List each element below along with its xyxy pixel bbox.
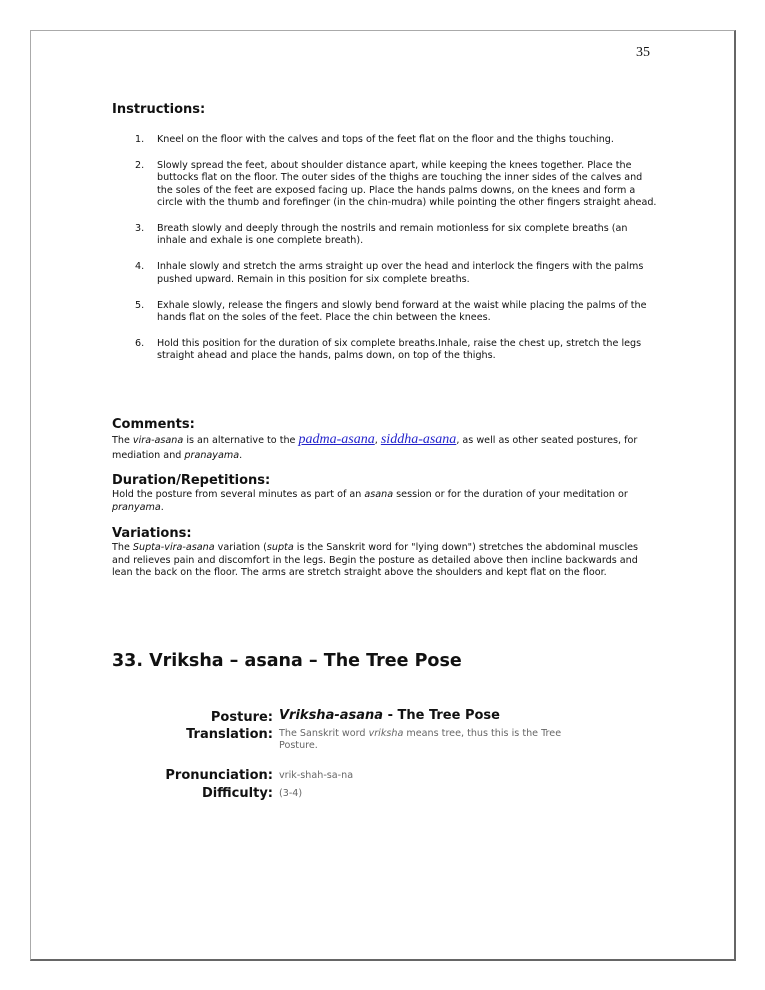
- text-run-italic: vira-asana: [132, 435, 184, 446]
- text-run: - The Tree Pose: [383, 708, 500, 723]
- difficulty-value: (3-4): [279, 788, 303, 799]
- list-item: [112, 300, 657, 324]
- list-item-number: 2.: [135, 160, 145, 172]
- text-run: .: [239, 450, 243, 461]
- list-item-number: 6.: [135, 338, 145, 350]
- text-run-italic: pranyama: [112, 501, 161, 513]
- text-run: The Sanskrit word: [279, 728, 369, 739]
- text-run-italic: Supta-vira-asana: [132, 542, 215, 553]
- list-item: [112, 223, 657, 247]
- duration-heading: Duration/Repetitions:: [112, 473, 271, 488]
- chapter-title: 33. Vriksha – asana – The Tree Pose: [112, 651, 462, 671]
- translation-label: Translation:: [186, 727, 273, 742]
- variations-text: [112, 542, 657, 580]
- list-item: [112, 338, 657, 362]
- list-item: [112, 134, 657, 146]
- instructions-list: [112, 134, 657, 377]
- instructions-heading: Instructions:: [112, 102, 206, 117]
- comments-text: [112, 432, 657, 463]
- posture-label: Posture:: [210, 710, 273, 725]
- translation-value: [279, 728, 589, 751]
- page-number: 35: [636, 45, 650, 60]
- list-item-text: Inhale slowly and stretch the arms straight up over the head and interlock the fingers with the palms pushed upward. Remain in this position for six complete breaths.: [157, 261, 644, 285]
- text-run: The: [112, 542, 133, 553]
- text-run: , as well as other seated postures, for mediation and: [112, 435, 638, 461]
- list-item: [112, 160, 657, 209]
- pronunciation-value: vrik-shah-sa-na: [279, 770, 354, 781]
- variations-heading: Variations:: [112, 526, 192, 541]
- text-run: is the Sanskrit word for "lying down") stretches the abdominal muscles and relieves pain and discomfort in the legs. Begin the posture as detailed above then incline backwards and lean the back on the floor. The arms are stretch straight above the shoulders and kept flat on the floor.: [112, 542, 639, 578]
- padma-asana-link[interactable]: padma-asana: [298, 432, 375, 447]
- pronunciation-label: Pronunciation:: [165, 768, 273, 783]
- text-run: variation (: [214, 542, 267, 553]
- difficulty-label: Difficulty:: [201, 786, 273, 801]
- text-run-italic: pranayama: [184, 450, 240, 461]
- list-item-text: Breath slowly and deeply through the nostrils and remain motionless for six complete breaths (an inhale and exhale is one complete breath).: [157, 223, 628, 247]
- duration-text: [112, 489, 657, 514]
- list-item-number: 1.: [135, 134, 145, 145]
- text-run-italic: vriksha: [368, 728, 404, 739]
- list-item-number: 3.: [135, 223, 145, 235]
- list-item-text: Slowly spread the feet, about shoulder distance apart, while keeping the knees together. Place the buttocks flat on the floor. The outer sides of the thighs are touching the inner sides of the calves and the soles of the feet are exposed facing up. Place the hands palms downs, on the knees and form a circle with the thumb and forefinger (in the chin-mudra) while pointing the other fingers straight ahead.: [157, 160, 657, 208]
- text-run-italic: Vriksha-asana: [279, 708, 384, 723]
- text-run: .: [160, 501, 164, 513]
- text-run: ,: [374, 435, 381, 446]
- list-item-number: 4.: [135, 261, 145, 273]
- siddha-asana-link[interactable]: siddha-asana: [380, 432, 457, 447]
- text-run: means tree, thus this is the Tree Posture.: [279, 728, 562, 751]
- comments-heading: Comments:: [112, 417, 195, 432]
- posture-value: [279, 710, 589, 722]
- text-run: Hold the posture from several minutes as part of an: [112, 489, 365, 500]
- list-item-number: 5.: [135, 299, 145, 311]
- text-run-italic: asana: [364, 489, 394, 500]
- text-run: session or for the duration of your meditation or: [393, 489, 628, 500]
- text-run-italic: supta: [266, 542, 294, 553]
- list-item-text: Exhale slowly, release the fingers and slowly bend forward at the waist while placing the palms of the hands flat on the soles of the feet. Place the chin between the knees.: [157, 299, 647, 324]
- list-item: [112, 261, 657, 285]
- text-run: is an alternative to the: [183, 435, 299, 446]
- list-item-text: Hold this position for the duration of six complete breaths.Inhale, raise the chest up, stretch the legs straight ahead and place the hands, palms down, on top of the thighs.: [157, 338, 642, 362]
- text-run: The: [112, 435, 133, 446]
- list-item-text: Kneel on the floor with the calves and tops of the feet flat on the floor and the thighs touching.: [157, 134, 614, 145]
